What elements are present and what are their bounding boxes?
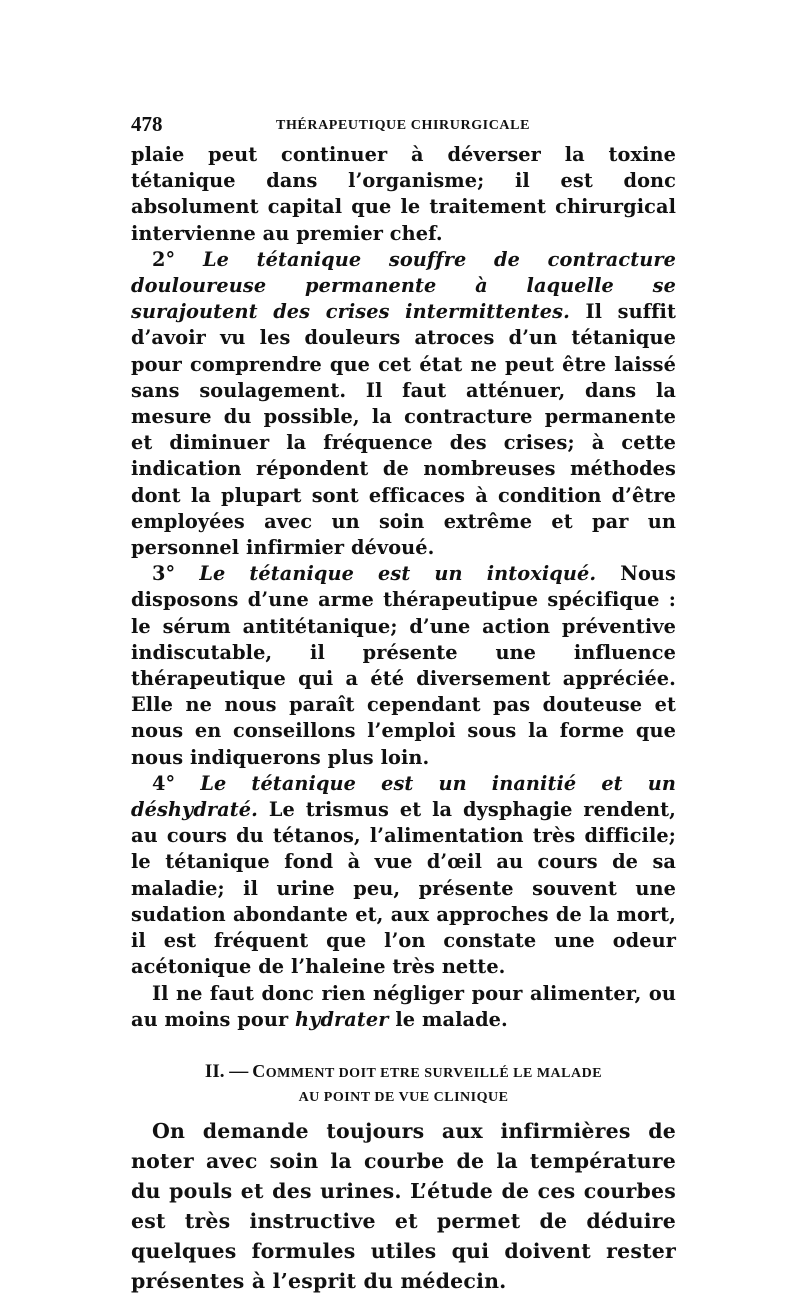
point-number: 2° [152, 247, 176, 271]
paragraph-point-3 [131, 561, 676, 771]
section-heading [131, 1059, 676, 1110]
point-number: 3° [152, 562, 176, 586]
paragraph-hydration [131, 981, 676, 1033]
text-end: le malade. [395, 1007, 508, 1031]
section-paragraph: On demande toujours aux infirmières de noter avec soin la courbe de la température du pouls et des urines. L’étude de ces courbes est très instructive et permet de déduire quelques formules utiles qui doivent rester présentes à l’esprit du médecin. [131, 1118, 676, 1293]
page-number: 478 [131, 112, 163, 136]
point-heading: Le tétanique est un intoxiqué. [199, 562, 597, 586]
point-text: Il suffit d’avoir vu les douleurs atroces d’un tétanique pour comprendre que cet état ne peut être laissé sans soulagement. Il faut atténuer, dans la mesure du possible, la contracture permanente et diminuer la fréquence des crises; à cette indication répondent de nombreuses méthodes dont la plupart sont efficaces à condition d’être employées avec un soin extrême et par un personnel infirmier dévoué. [131, 300, 676, 560]
emphasis-hydrater: hydrater [295, 1007, 389, 1031]
paragraph-point-2 [131, 247, 676, 561]
section-title-line1: OMMENT DOIT ETRE SURVEILLÉ LE MALADE [265, 1065, 603, 1081]
paragraph-continuation: plaie peut continuer à déverser la toxine tétanique dans l’organisme; il est donc absolument capital que le traitement chirurgical intervienne au premier chef. [131, 143, 676, 245]
paragraph-point-4 [131, 771, 676, 981]
text-start: Il ne faut donc rien négliger pour alimenter, ou au moins pour [131, 981, 676, 1031]
point-heading: Le tétanique souffre de contracture douloureuse permanente à laquelle se surajoutent des crises intermittentes. [131, 247, 676, 324]
section-number: II. — [204, 1060, 249, 1082]
section-title-line2: AU POINT DE VUE CLINIQUE [298, 1089, 509, 1105]
running-head [131, 112, 676, 142]
section-initial: C [252, 1060, 266, 1081]
point-text: Nous disposons d’une arme thérapeutipue spécifique : le sérum antitétanique; d’une action préventive indiscutable, il présente une influence thérapeutique qui a été diversement appréciée. Elle ne nous paraît cependant pas douteuse et nous en conseillons l’emploi sous la forme que nous indiquerons plus loin. [131, 562, 676, 769]
point-text: Le trismus et la dysphagie rendent, au cours du tétanos, l’alimentation très difficile; le tétanique fond à vue d’œil au cours de sa maladie; il urine peu, présente souvent une sudation abondante et, aux approches de la mort, il est fréquent que l’on constate une odeur acétonique de l’haleine très nette. [131, 798, 676, 979]
running-title: THÉRAPEUTIQUE CHIRURGICALE [276, 118, 531, 133]
point-heading: Le tétanique est un inanitié et un déshydraté. [131, 771, 676, 822]
point-number: 4° [152, 771, 176, 795]
book-page [131, 112, 676, 1296]
